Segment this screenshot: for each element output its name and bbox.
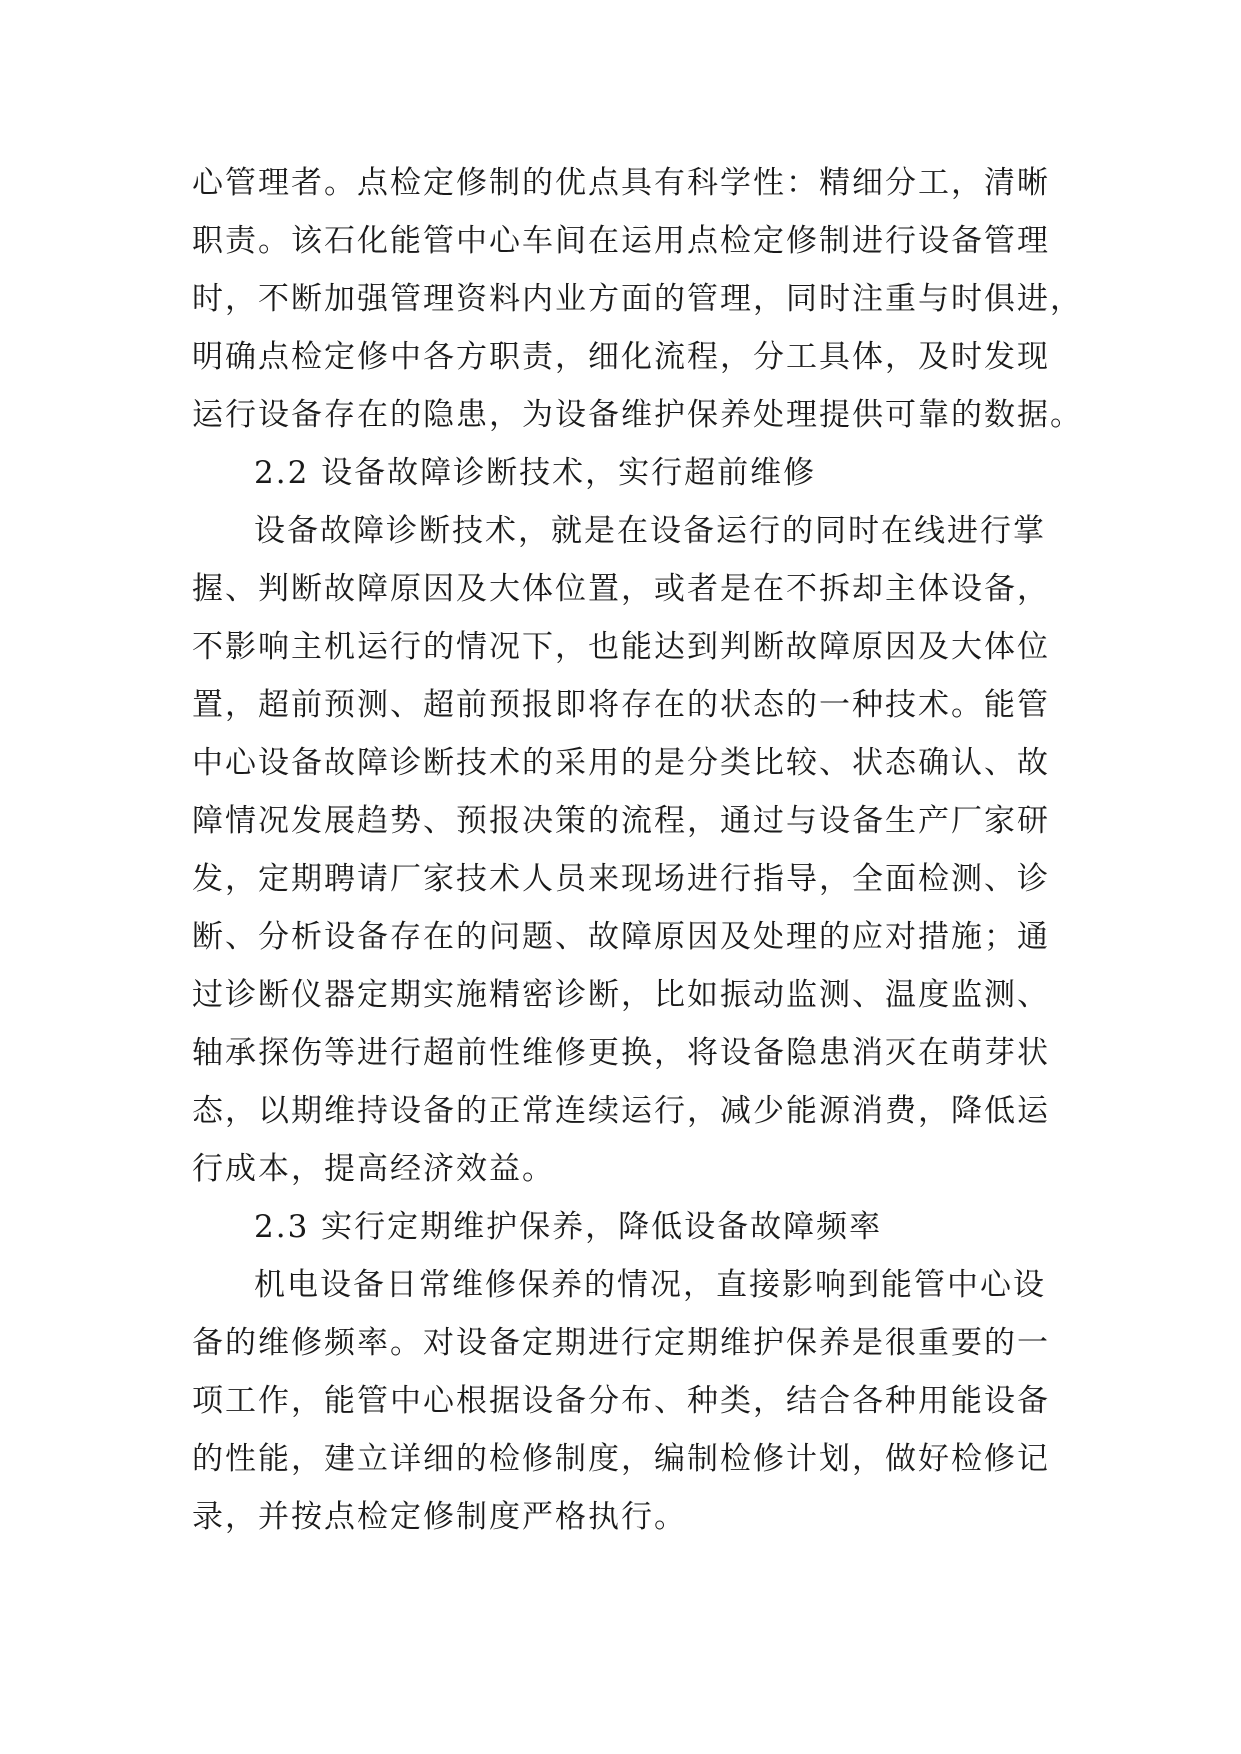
text-line: 2.3 实行定期维护保养，降低设备故障频率 [254,1209,883,1245]
text-line: 不影响主机运行的情况下，也能达到判断故障原因及大体位 [192,629,1050,665]
text-line: 时，不断加强管理资料内业方面的管理，同时注重与时俱进， [192,281,1083,317]
text-line: 置，超前预测、超前预报即将存在的状态的一种技术。能管 [192,687,1050,723]
text-line: 机电设备日常维修保养的情况，直接影响到能管中心设 [254,1267,1046,1303]
text-line: 过诊断仪器定期实施精密诊断，比如振动监测、温度监测、 [192,977,1050,1013]
text-line: 明确点检定修中各方职责，细化流程，分工具体，及时发现 [192,339,1050,375]
text-line: 轴承探伤等进行超前性维修更换，将设备隐患消灭在萌芽状 [192,1035,1050,1071]
text-line: 录，并按点检定修制度严格执行。 [192,1499,687,1535]
text-line: 障情况发展趋势、预报决策的流程，通过与设备生产厂家研 [192,803,1050,839]
text-line: 态，以期维持设备的正常连续运行，减少能源消费，降低运 [192,1093,1050,1129]
text-line: 备的维修频率。对设备定期进行定期维护保养是很重要的一 [192,1325,1050,1361]
text-line: 2.2 设备故障诊断技术，实行超前维修 [254,455,817,491]
document-body [192,154,1083,1546]
text-line: 行成本，提高经济效益。 [192,1151,555,1187]
text-line: 设备故障诊断技术，就是在设备运行的同时在线进行掌 [254,513,1046,549]
text-line: 的性能，建立详细的检修制度，编制检修计划，做好检修记 [192,1441,1050,1477]
text-line: 中心设备故障诊断技术的采用的是分类比较、状态确认、故 [192,745,1050,781]
text-line: 心管理者。点检定修制的优点具有科学性：精细分工，清晰 [192,165,1050,201]
text-line: 运行设备存在的隐患，为设备维护保养处理提供可靠的数据。 [192,397,1083,433]
text-line: 项工作，能管中心根据设备分布、种类，结合各种用能设备 [192,1383,1050,1419]
text-line: 发，定期聘请厂家技术人员来现场进行指导，全面检测、诊 [192,861,1050,897]
text-line: 断、分析设备存在的问题、故障原因及处理的应对措施；通 [192,919,1050,955]
text-line: 职责。该石化能管中心车间在运用点检定修制进行设备管理 [192,223,1050,259]
text-line: 握、判断故障原因及大体位置，或者是在不拆却主体设备， [192,571,1050,607]
